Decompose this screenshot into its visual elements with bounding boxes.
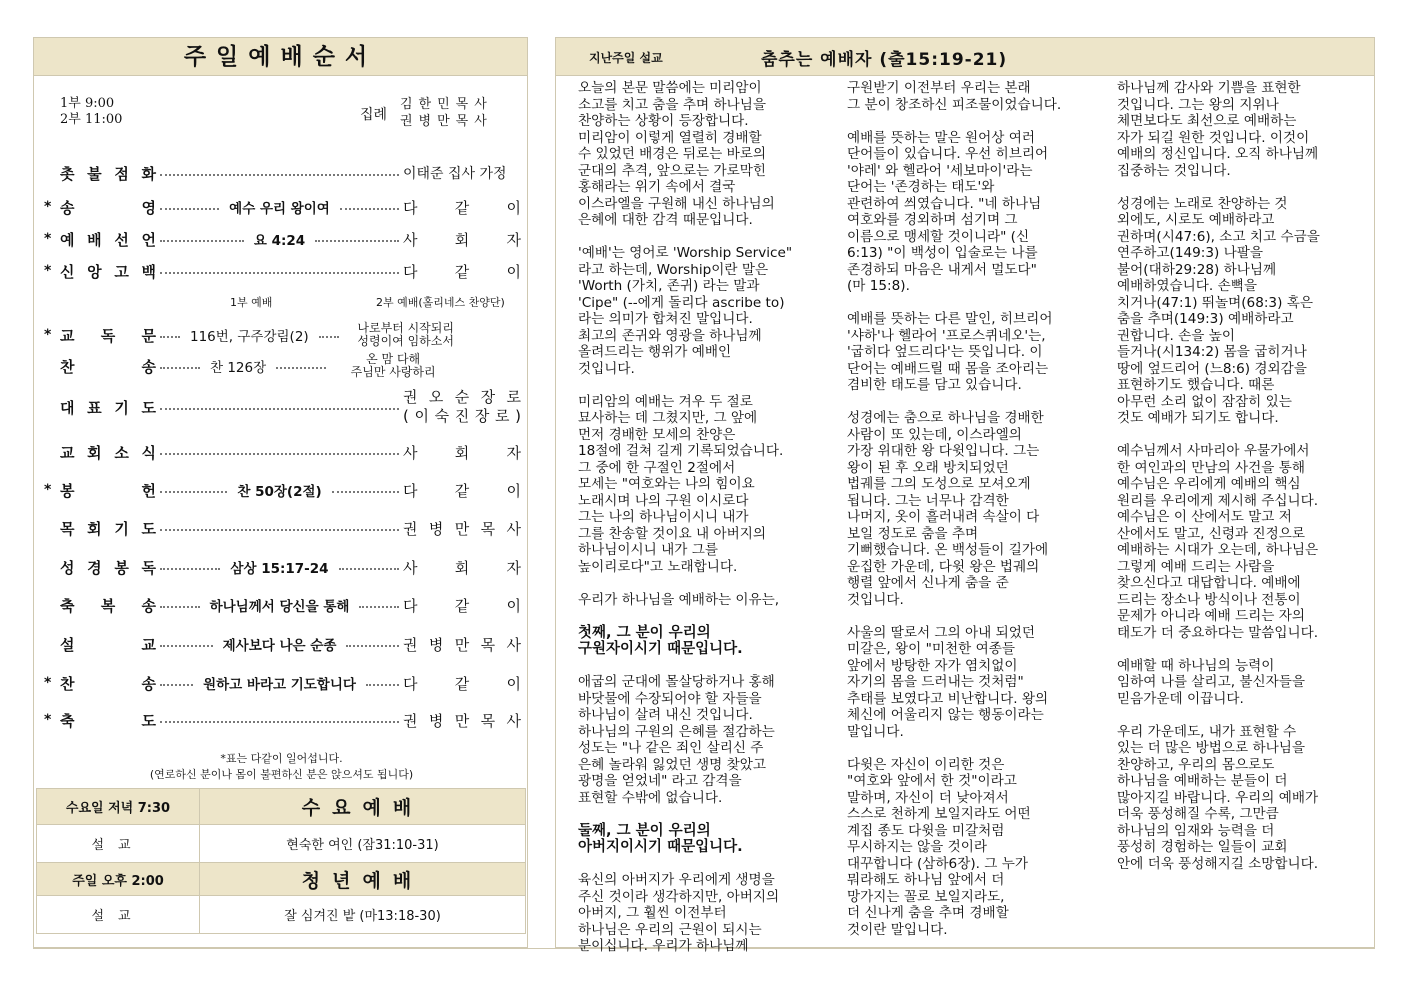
order-row-hymn [44,351,521,381]
order-row [44,161,521,185]
leader-dots [160,453,399,455]
sermon-paragraph: 하나님께 감사와 기쁨을 표현한 것입니다. 그는 왕의 지위나 체면보다도 최선으로 예배하는 자가 되길 원한 것입니다. 이것이 예배의 정신입니다. 오직 하나님께 집중하는 것입니다. [1117,80,1319,179]
order-label: 성 경 봉 독 [60,558,156,577]
standing-note [34,751,529,783]
standing-mark: * [44,675,52,691]
sermon-column-1 [578,80,838,971]
sermon-paragraph: 예배를 뜻하는 다른 말인, 히브리어 '샤하'나 헬라어 '프로스퀴네오'는, '굽히다 엎드리다'는 뜻입니다. 이 단어는 예배드릴 때 몸을 조아리는 겸비한 태도를 담고 있습니다. [847,311,1053,393]
order-row [44,227,521,251]
order-detail: 원하고 바라고 기도합니다 [203,677,356,693]
order-label: 교 회 소 식 [60,443,156,462]
order-row [44,671,521,695]
leader-dots [160,529,399,531]
standing-note-2: (연로하신 분이나 몸이 불편하신 분은 앉으셔도 됩니다) [149,768,414,781]
sermon-paragraph: 예배할 때 하나님의 능력이 임하여 나를 살리고, 불신자들을 믿음가운데 이끕니다. [1117,657,1305,707]
order-label: 축 복 송 [60,596,156,615]
sermon-paragraph: 우리가 하나님을 예배하는 이유는, [578,591,780,608]
leader-dots [160,721,399,723]
leader-dots [315,240,399,242]
order-label: 목 회 기 도 [60,519,156,538]
service-times [60,96,122,128]
order-row-readings [44,320,521,350]
leader-dots [359,606,399,608]
order-detail: 예수 우리 왕이여 [229,201,330,217]
youth-sermon: 잘 심겨진 밭 (마13:18-30) [200,896,526,934]
order-leader: 다 같 이 [403,198,521,217]
leader-dots [160,208,219,210]
leader-dots [160,491,227,493]
standing-mark: * [44,327,52,343]
order-leader: 다 같 이 [403,674,522,693]
prayer-leader-alt: ( 이 숙 진 장 로 ) [403,407,521,425]
standing-mark: * [44,712,52,728]
leader-dots [160,336,180,338]
standing-note-1: *표는 다같이 일어섭니다. [220,752,343,765]
order-label: 설 교 [60,635,156,654]
leader-dots [160,240,244,242]
order-detail: 삼상 15:17-24 [230,561,329,577]
order-leader: 다 같 이 [403,262,521,281]
order-leader: 다 같 이 [403,481,521,500]
presider-names [400,96,493,130]
praise-song: 성령이여 임하소서 [357,334,454,348]
order-label: 촛 불 점 화 [60,164,156,183]
leader-dots [160,408,399,410]
leader-dots [319,336,339,338]
sermon-paragraph: 예배를 뜻하는 말은 원어상 여러 단어들이 있습니다. 우선 히브리어 '야레' 와 헬라어 '세보마이'라는 단어는 '존경하는 태도'와 관련하여 씌였습니다. "네 하나님 여호와를 경외하며 섬기며 그 이름으로 맹세할 것이니라" (신 6:13) "이 백성이 입술로는 나를 존경하되 마음은 내게서 멀도다" (마 15:8). [847,129,1049,294]
order-row [44,516,521,540]
sermon-paragraph: 예수님께서 사마리아 우물가에서 한 여인과의 만남의 사건을 통해 예수님은 우리에게 예배의 핵심 원리를 우리에게 제시해 주십니다. 예수님은 이 산에서도 말고 저 산에서도 말고, 신령과 진정으로 예배하는 시대가 오는데, 하나님은 그렇게 예배 드리는 사람을 찾으신다고 대답합니다. 예배에 드리는 장소나 방식이나 전통이 문제가 아니라 예배 드리는 자의 태도가 더 중요하다는 말씀입니다. [1117,443,1319,641]
order-leader: 이태준 집사 가정 [403,166,507,182]
standing-mark: * [44,263,52,279]
order-row [44,708,521,732]
sermon-point-2: 둘째, 그 분이 우리의 아버지이시기 때문입니다. [578,822,743,855]
order-label: 축 도 [60,711,156,730]
order-row [44,478,521,502]
standing-mark: * [44,199,52,215]
worship-order-title: 주일예배순서 [34,38,527,76]
order-label: 신 앙 고 백 [60,262,156,281]
sermon-paragraph: 구원받기 이전부터 우리는 본래 그 분이 창조하신 피조물이었습니다. [847,80,1062,113]
sermon-tag: 지난주일 설교 [589,51,663,65]
sermon-paragraph: 육신의 아버지가 우리에게 생명을 주신 것이라 생각하지만, 아버지의 아버지, 그 훨씬 이전부터 하나님은 우리의 근원이 되시는 분이십니다. 우리가 하나님께 [578,872,780,954]
praise-song: 주님만 사랑하리 [350,365,436,379]
worship-order-panel [33,37,528,948]
youth-title: 청년예배 [200,863,526,896]
order-row [44,195,521,219]
order-leader: 권 병 만 목 사 [403,711,521,730]
wednesday-time: 수요일 저녁 7:30 [37,789,200,825]
praise-songs-2 [343,322,469,348]
sermon-paragraph: 애굽의 군대에 몰살당하거나 홍해 바닷물에 수장되어야 할 자들을 하나님이 살려 내신 것입니다. 하나님의 구원의 은혜를 절감하는 성도는 "나 같은 죄인 살리신 주 은혜 놀라워 잃었던 생명 찾았고 광명을 얻었네" 라고 감격을 표현할 수밖에 없습니다. [578,674,775,806]
standing-mark: * [44,231,52,247]
order-label: 교 독 문 [60,326,156,345]
sermon-paragraph: 우리 가운데도, 내가 표현할 수 있는 더 많은 방법으로 하나님을 찬양하고, 우리의 몸으로도 하나님을 예배하는 분들이 더 많아지길 바랍니다. 우리의 예배가 더욱 풍성해질 수록, 그만큼 하나님의 임재와 능력을 더 풍성히 경험하는 일들이 교회 안에 더욱 풍성해지길 소망합니다. [1117,723,1319,872]
leader-dots [346,645,399,647]
leader-dots [339,568,399,570]
leader-dots [332,491,399,493]
wednesday-title: 수요예배 [200,789,526,825]
sermon-paragraph: 미리암의 예배는 겨우 두 절로 묘사하는 데 그쳤지만, 그 앞에 먼저 경배한 모세의 찬양은 18절에 걸쳐 길게 기록되었습니다. 그 중에 한 구절인 2절에서 모세는 "여호와는 나의 힘이요 노래시며 나의 구원 이시로다 그는 나의 하나님이시니 내가 그를 찬송할 것이요 내 아버지의 하나님이시니 내가 그를 높이리로다"고 노래합니다. [578,393,784,575]
praise-songs-2b [330,353,456,379]
order-leader: 권 병 만 목 사 [403,635,522,654]
wednesday-service-table [36,788,526,934]
prayer-leaders [403,388,521,426]
youth-sermon-label: 설교 [37,896,200,934]
sermon-paragraph: 다윗은 자신이 이리한 것은 "여호와 앞에서 한 것"이라고 말하며, 자신이 더 낮아져서 스스로 천하게 보일지라도 어떤 계집 종도 다윗을 미갈처럼 무시하지는 않을 것이라 대꾸합니다 (삼하6장). 그 누가 뭐라해도 하나님 앞에서 더 망가지는 꼴로 보일지라도, 더 신나게 춤을 추며 경배할 것이란 말입니다. [847,756,1031,938]
presider-1: 김한민목사 [400,97,493,112]
order-row [44,632,521,656]
service-time-1: 1부 9:00 [60,96,115,111]
order-leader: 권 병 만 목 사 [403,519,521,538]
order-leader: 다 같 이 [403,596,521,615]
part1-header: 1부 예배 [230,296,273,309]
leader-dots [340,208,399,210]
order-row-prayer [44,388,521,426]
order-label: 송 영 [60,198,156,217]
sermon-panel [555,37,1375,954]
order-label: 찬 송 [60,674,156,693]
order-label: 봉 헌 [60,481,156,500]
sermon-column-3 [1117,80,1377,889]
order-row [44,259,521,283]
order-label: 대 표 기 도 [60,398,156,417]
sermon-column-2 [847,80,1107,955]
leader-dots [160,684,193,686]
sermon-point-1: 첫째, 그 분이 우리의 구원자이시기 때문입니다. [578,624,743,657]
leader-dots [276,367,326,369]
leader-dots [160,606,200,608]
sermon-title: 춤추는 예배자 (출15:19-21) [761,50,1008,70]
order-detail: 제사보다 나은 순종 [222,638,337,654]
sermon-paragraph: 오늘의 본문 말씀에는 미리암이 소고를 치고 춤을 추며 하나님을 찬양하는 상황이 등장합니다. 미리암이 이렇게 열렬히 경배할 수 있었던 배경은 뒤로는 바로의 군대의 추격, 앞으로는 가로막힌 홍해라는 위기 속에서 결국 이스라엘을 구원해 내신 하나님의 은혜에 대한 감격 때문입니다. [578,80,775,228]
sermon-paragraph: 성경에는 춤으로 하나님을 경배한 사람이 또 있는데, 이스라엘의 가장 위대한 왕 다윗입니다. 그는 왕이 된 후 오래 방치되었던 법궤를 그의 도성으로 모셔오게 됩니다. 그는 너무나 감격한 나머지, 옷이 흘러내려 속살이 다 보일 정도로 춤을 추며 기뻐했습니다. 온 백성들이 길가에 운집한 가운데, 다윗 왕은 법궤의 행렬 앞에서 신나게 춤을 준 것입니다. [847,410,1049,608]
sermon-paragraph: '예배'는 영어로 'Worship Service" 라고 하는데, Worship이란 말은 'Worth (가치, 존귀) 라는 말과 'Cipe" (--에게 돌리다 ascribe to) 라는 의미가 합쳐진 말입니다. 최고의 존귀와 영광을 하나님께 올려드리는 행위가 예배인 것입니다. [578,245,793,377]
order-detail: 116번, 구주강림(2) [190,329,309,345]
leader-dots [160,367,200,369]
part2-header: 2부 예배(홀리네스 찬양단) [376,296,505,309]
order-row [44,593,521,617]
youth-time: 주일 오후 2:00 [37,863,200,896]
order-detail: 요 4:24 [253,233,306,249]
order-detail: 찬 50장(2절) [237,484,322,500]
wednesday-sermon-label: 설교 [37,825,200,863]
praise-song: 온 맘 다해 [366,352,421,366]
presider-label: 집례 [360,107,388,123]
order-leader: 사 회 자 [403,230,522,249]
leader-dots [160,272,399,274]
order-detail: 찬 126장 [210,360,267,376]
order-row [44,440,521,464]
leader-dots [160,174,399,176]
leader-dots [160,645,213,647]
order-detail: 하나님께서 당신을 통해 [209,599,350,615]
order-leader: 사 회 자 [403,443,521,462]
order-leader: 사 회 자 [403,558,521,577]
order-label: 찬 송 [60,357,156,376]
presider-2: 권병만목사 [400,114,493,129]
order-row [44,555,521,579]
sermon-header [556,38,1374,76]
sermon-paragraph: 성경에는 노래로 찬양하는 것 외에도, 시로도 예배하라고 권하며(시47:6), 소고 치고 수금을 연주하고(149:3) 나팔을 불어(대하29:28) 하나님께 예배하였습니다. 손뼉을 치거나(47:1) 뛰놀며(68:3) 혹은 춤을 추며(149:3) 예배하라고 권합니다. 손을 높이 들거나(시134:2) 몸을 굽히거나 땅에 엎드리어 (느8:6) 경외감을 표현하기도 했습니다. 때론 아무런 소리 없이 잠잠히 있는 것도 예배가 되기도 합니다. [1117,195,1320,426]
service-time-2: 2부 11:00 [60,112,123,127]
wednesday-sermon: 현숙한 여인 (잠31:10-31) [200,825,526,863]
praise-song: 나로부터 시작되리 [357,321,454,335]
prayer-leader: 권 오 순 장 로 [403,388,521,406]
leader-dots [366,684,399,686]
order-label: 예 배 선 언 [60,230,156,249]
leader-dots [160,568,220,570]
sermon-paragraph: 사울의 딸로서 그의 아내 되었던 미갈은, 왕이 "미천한 여종들 앞에서 방탕한 자가 염치없이 자기의 몸을 드러내는 것처럼" 추태를 보였다고 비난합니다. 왕의 체신에 어울리지 않는 행동이라는 말입니다. [847,624,1049,740]
standing-mark: * [44,482,52,498]
